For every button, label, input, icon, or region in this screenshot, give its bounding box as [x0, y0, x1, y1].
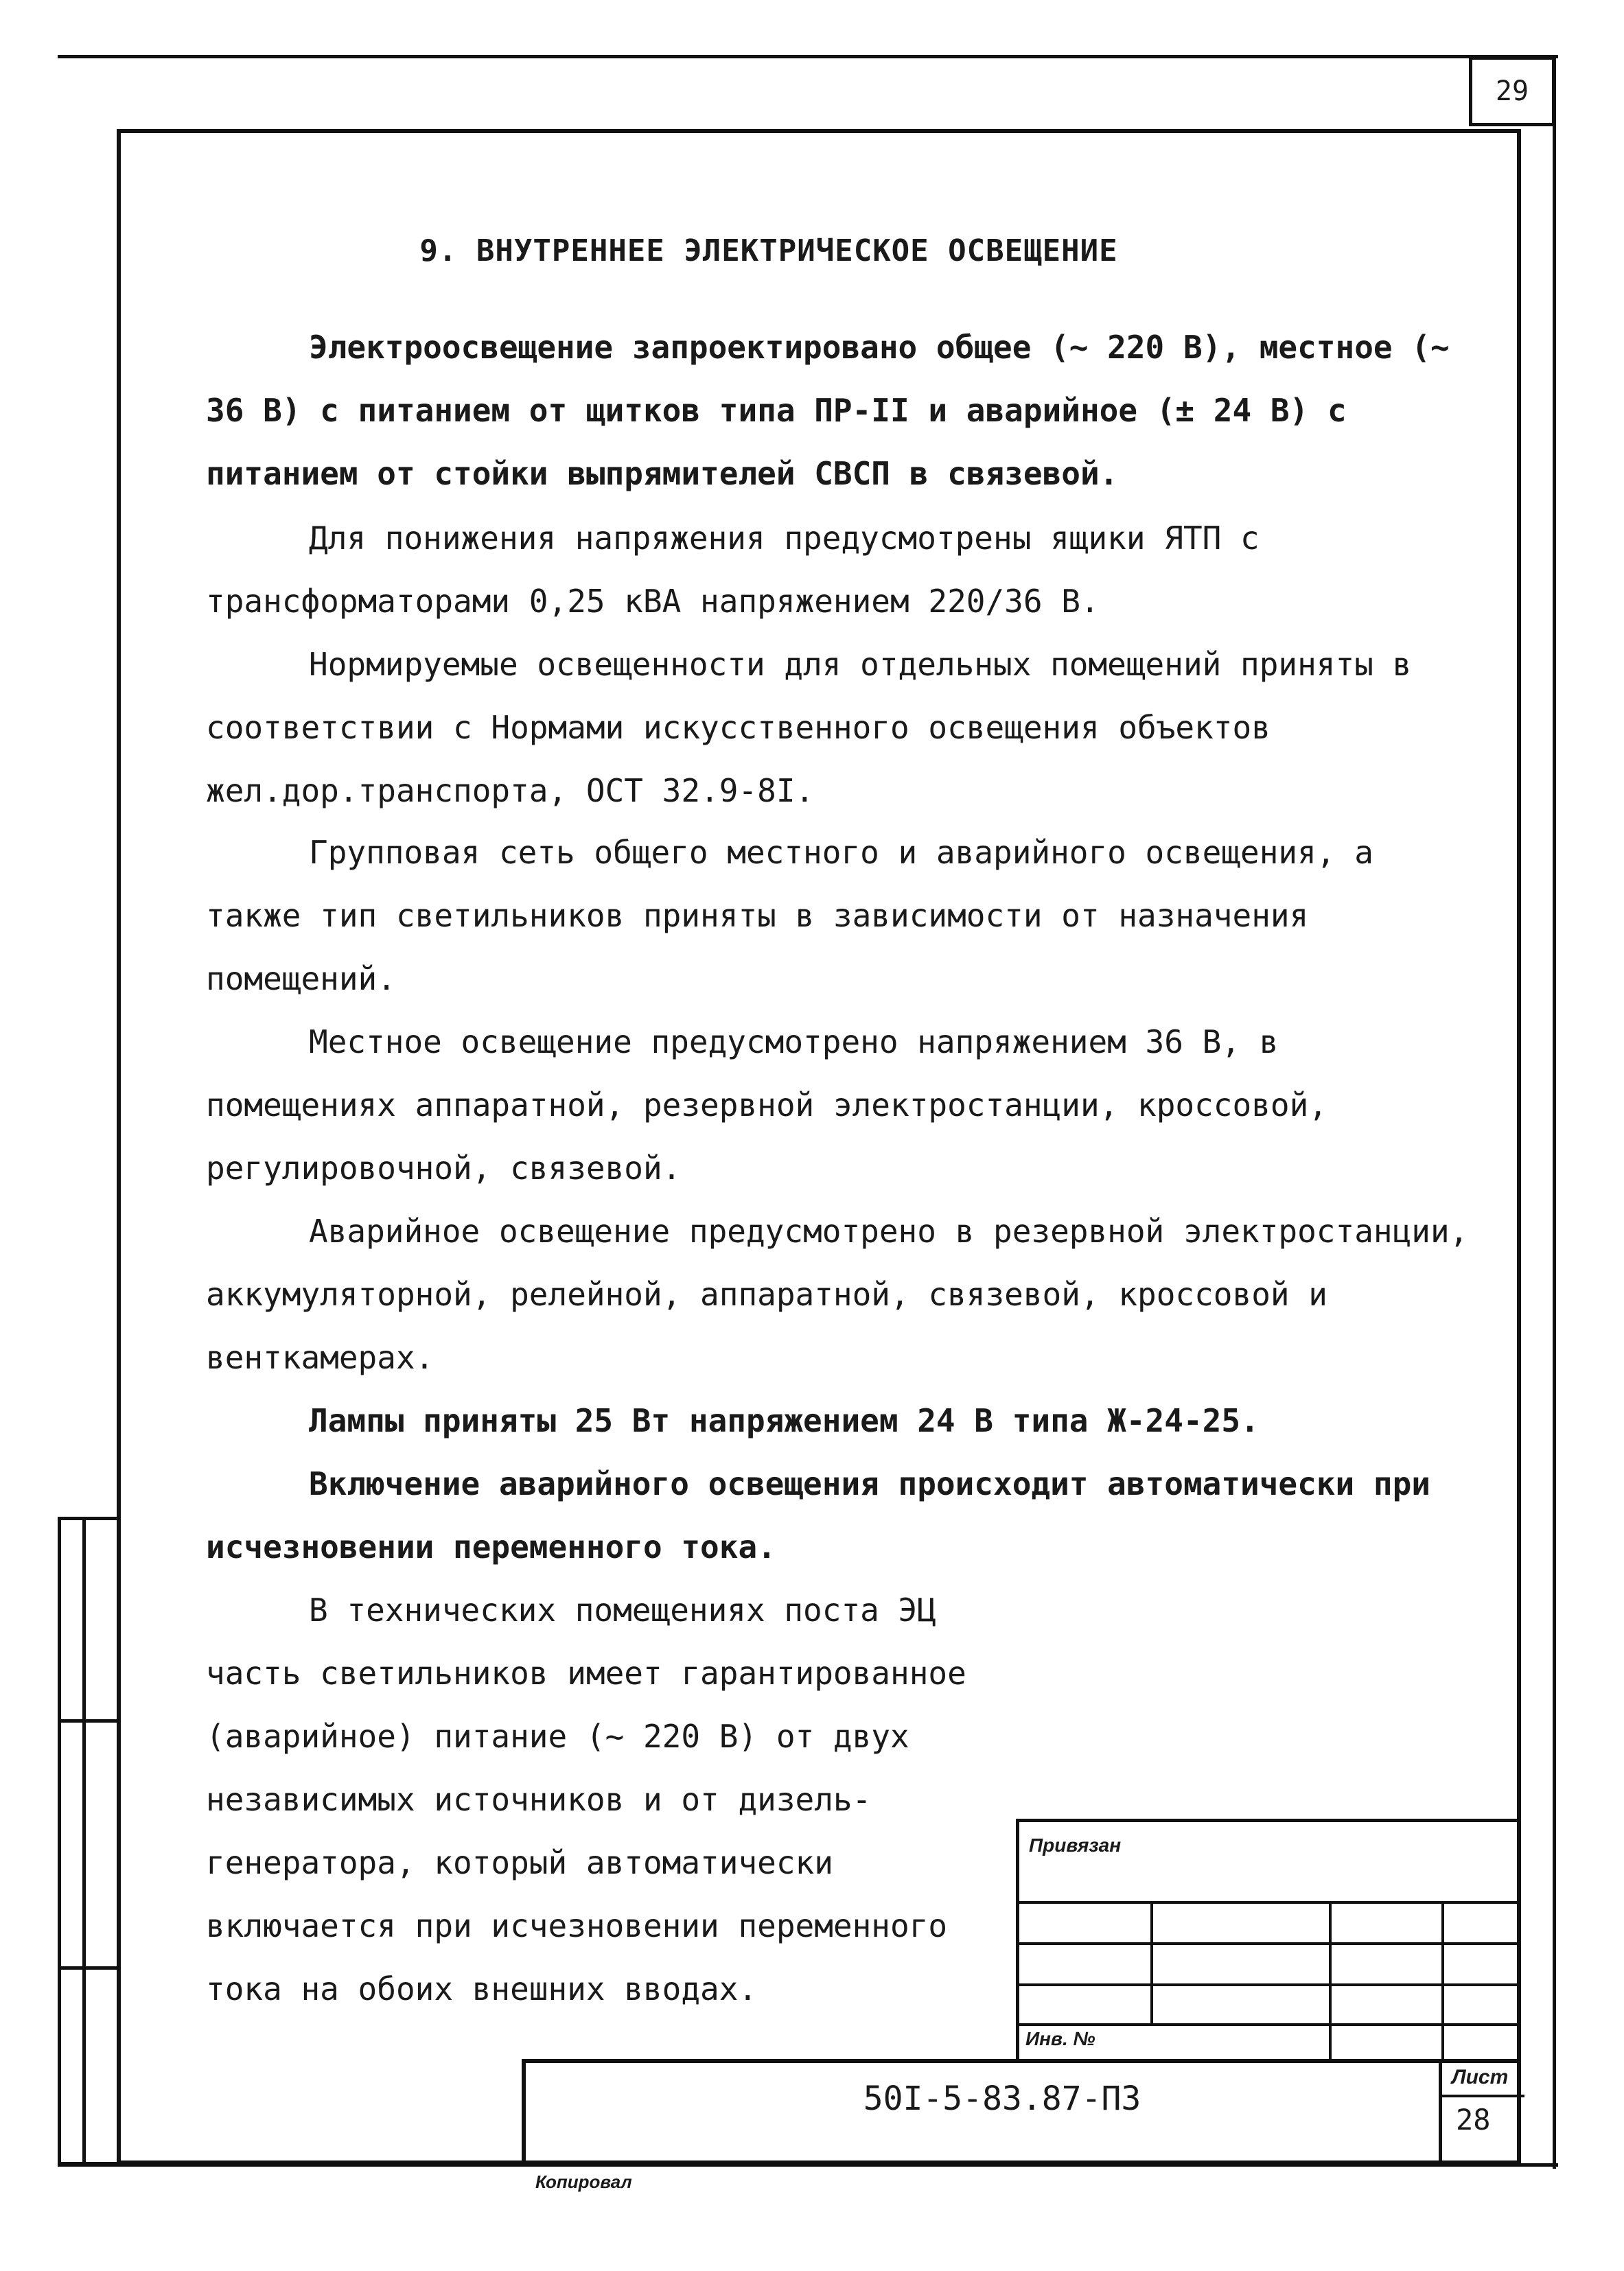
paragraph-3: Нормируемые освещенности для отдельных помещений приняты в соответствии с Нормами искусственного освещения объектов жел.дор.транспорта, ОСТ 32.9-8I. — [206, 646, 1412, 809]
page-number: 29 — [1469, 56, 1555, 126]
stamp-col-3 — [1441, 1901, 1444, 2059]
stamp-col-1 — [1150, 1901, 1153, 2025]
margin-divider — [82, 1517, 86, 2165]
sheet-divider — [1442, 2095, 1524, 2097]
document-code: 50I-5-83.87-ПЗ — [863, 2080, 1141, 2118]
stamp-col-2 — [1329, 1901, 1332, 2059]
paragraph-4: Групповая сеть общего местного и аварийного освещения, а также тип светильников приняты в зависимости от назначения помещений. — [206, 834, 1373, 997]
sheet-label: Лист — [1452, 2066, 1509, 2088]
bottom-rule — [58, 2163, 1558, 2167]
linked-label: Привязан — [1029, 1835, 1122, 1856]
section-heading: 9. ВНУТРЕННЕЕ ЭЛЕКТРИЧЕСКОЕ ОСВЕЩЕНИЕ — [419, 233, 1118, 268]
stamp-row-1 — [1016, 1901, 1521, 1904]
paragraph-9: В технических помещениях поста ЭЦ часть светильников имеет гарантированное (аварийное) питание (~ 220 В) от двух независимых источников и от дизель-генератора, который автоматически включается при исчезновении переменного тока на обоих внешних вводах. — [206, 1592, 966, 2007]
stamp-row-2 — [1016, 1942, 1521, 1945]
top-rule — [58, 55, 1558, 58]
stamp-row-4 — [1016, 2023, 1521, 2026]
margin-box-3 — [58, 1966, 121, 2165]
sheet-number: 28 — [1456, 2103, 1491, 2136]
stamp-row-3 — [1016, 1983, 1521, 1986]
margin-box-2 — [58, 1719, 121, 1970]
paragraph-2: Для понижения напряжения предусмотрены ящики ЯТП с трансформаторами 0,25 кВА напряжением 220/36 В. — [206, 520, 1260, 620]
inv-number-label: Инв. № — [1025, 2028, 1095, 2049]
paragraph-7: Лампы приняты 25 Вт напряжением 24 В типа Ж-24-25. — [309, 1402, 1260, 1439]
paragraph-5: Местное освещение предусмотрено напряжением 36 В, в помещениях аппаратной, резервной электростанции, кроссовой, регулировочной, связевой. — [206, 1023, 1327, 1187]
paragraph-1: Электроосвещение запроектировано общее (~ 220 В), местное (~ 36 В) с питанием от щитков типа ПР-II и аварийное (± 24 В) с питанием от стойки выпрямителей СВСП в связевой. — [206, 329, 1450, 492]
paragraph-8: Включение аварийного освещения происходит автоматически при исчезновении переменного тока. — [206, 1465, 1430, 1565]
margin-box-1 — [58, 1517, 121, 1723]
right-rule — [1553, 55, 1556, 2169]
paragraph-6: Аварийное освещение предусмотрено в резервной электростанции, аккумуляторной, релейной, аппаратной, связевой, кроссовой и венткамерах. — [206, 1213, 1469, 1376]
sheet-box — [1439, 2059, 1521, 2165]
copied-by-label: Копировал — [535, 2171, 632, 2192]
